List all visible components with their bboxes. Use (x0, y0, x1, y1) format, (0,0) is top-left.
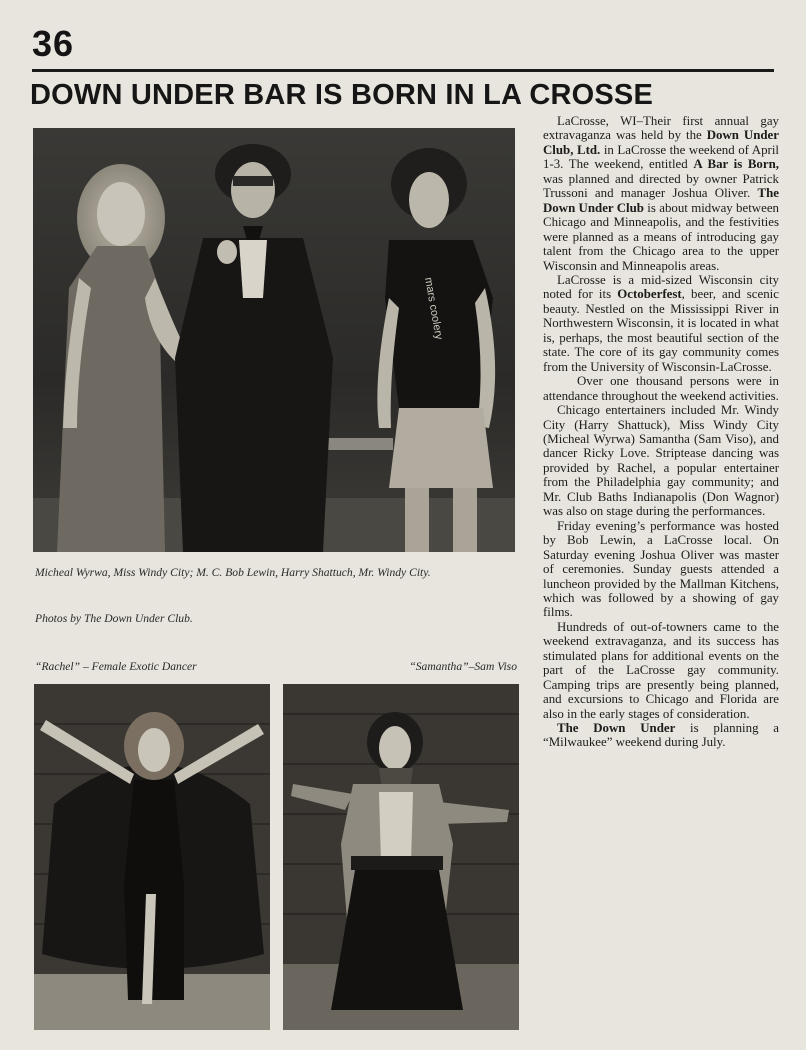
text-run: was planned and directed by owner Patrick Trussoni and manager Joshua Oliver. (543, 171, 779, 201)
text-run: , beer, and scenic beauty. Nestled on the Mississippi River in Northwestern Wisconsin, it is located in what is, perhaps, the most beautiful section of the state. The core of its gay community comes from the University of Wisconsin-LaCrosse. (543, 287, 779, 374)
samantha-caption: “Samantha”–Sam Viso (409, 660, 517, 673)
headline: DOWN UNDER BAR IS BORN IN LA CROSSE (30, 79, 653, 111)
text-run: LaCrosse is a mid-sized Wisconsin city noted for its (543, 272, 779, 302)
club-name-bold: Down Under Club, Ltd. (543, 128, 779, 157)
tshirt-text: mars coolery (422, 276, 445, 341)
article-paragraph-2 (543, 273, 779, 374)
rachel-photo (34, 684, 270, 1030)
photo-credit: Photos by The Down Under Club. (35, 612, 193, 625)
main-photo (33, 128, 515, 552)
text-run: in LaCrosse the weekend of April 1-3. The weekend, entitled (543, 142, 779, 172)
article-paragraph-6: Hundreds of out-of-towners came to the weekend extravaganza, and its success has stimulated plans for additional events on the part of the LaCrosse gay community. Camping trips are presently being planned, and excursions to Chicago and Florida are also in the early stages of consideration. (543, 619, 779, 721)
club-name-bold: The Down Under Club (543, 186, 779, 215)
article-paragraph-1 (543, 114, 779, 273)
article-body (543, 114, 779, 750)
main-photo-illustration (33, 128, 515, 552)
text-run: LaCrosse, WI–Their first annual gay extravaganza was held by the (543, 114, 779, 143)
article-paragraph-7 (543, 721, 779, 750)
article-paragraph-5: Friday evening’s performance was hosted by Bob Lewin, a LaCrosse local. On Saturday evening Joshua Oliver was master of ceremonies. Sunday guests attended a luncheon provided by the Mallman Kitchens, which was followed by a showing of gay films. (543, 518, 779, 620)
text-run: is about midway between Chicago and Minneapolis, and the festivities were planned as a means of introducing gay talent from the Chicago area to the upper Wisconsin and Minneapolis areas. (543, 200, 780, 273)
event-name-bold: A Bar is Born, (693, 157, 779, 172)
article-paragraph-4: Chicago entertainers included Mr. Windy City (Harry Shattuck), Miss Windy City (Micheal Wyrwa) Samantha (Sam Viso), and dancer Ricky Love. Striptease dancing was provided by Rachel, a popular entertainer from the Philadelphia gay community; and Mr. Club Baths Indianapolis (Don Wagnor) was also on stage during the performances. (543, 403, 779, 519)
octoberfest-bold: Octoberfest (617, 287, 682, 302)
page-number: 36 (32, 23, 75, 64)
club-name-bold: The Down Under (557, 721, 676, 736)
samantha-photo (283, 684, 519, 1030)
rachel-caption: “Rachel” – Female Exotic Dancer (35, 660, 197, 673)
rachel-photo-illustration (34, 684, 270, 1030)
top-rule (32, 69, 774, 72)
text-run: is planning a “Milwaukee” weekend during July. (543, 721, 779, 750)
article-paragraph-3: Over one thousand persons were in attendance throughout the weekend activities. (543, 374, 779, 403)
samantha-photo-illustration (283, 684, 519, 1030)
main-photo-caption: Micheal Wyrwa, Miss Windy City; M. C. Bob Lewin, Harry Shattuch, Mr. Windy City. (35, 566, 431, 579)
